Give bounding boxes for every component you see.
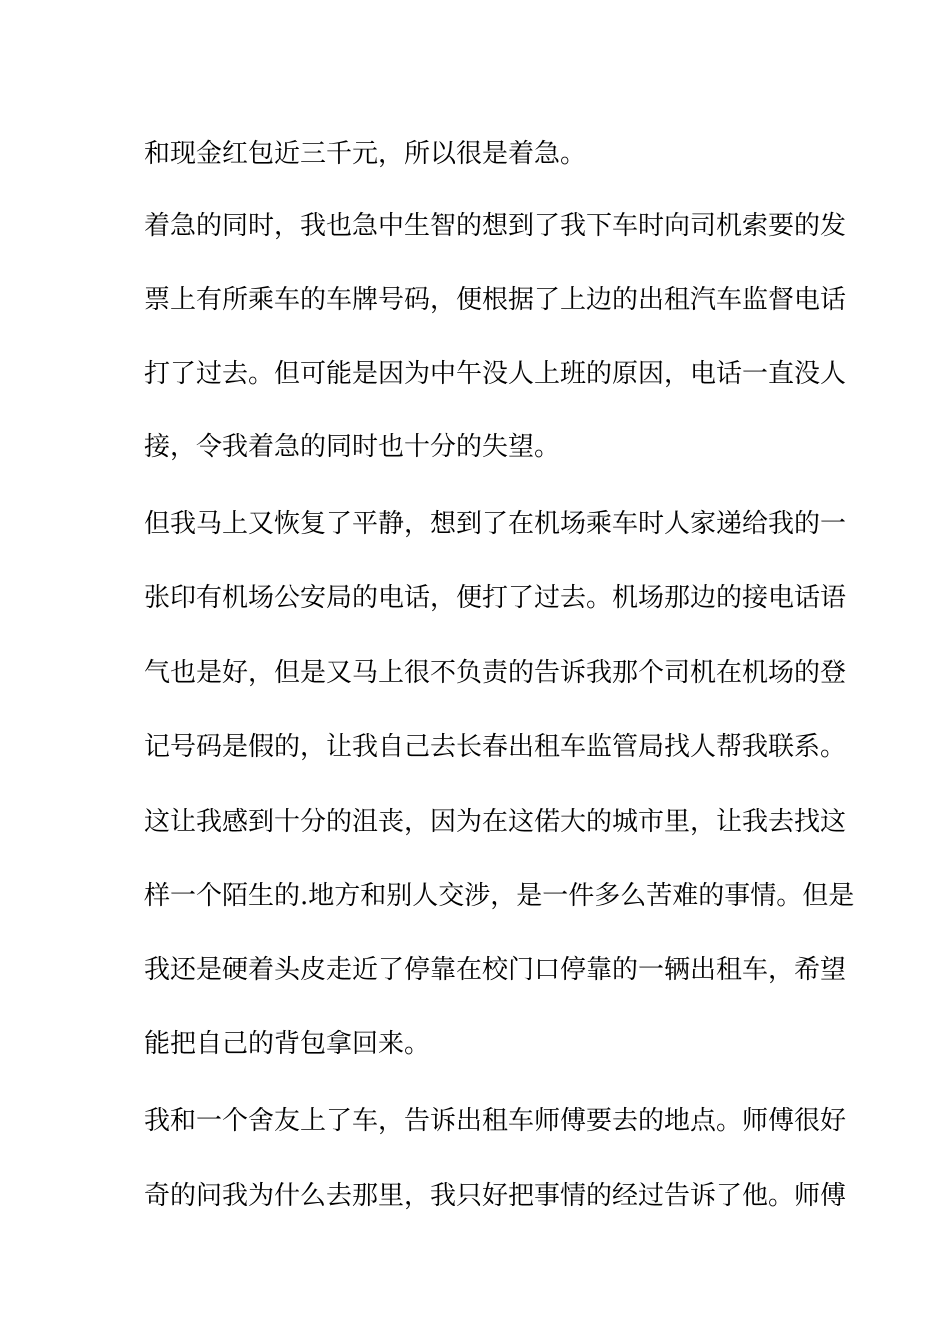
text-line: 样一个陌生的.地方和别人交涉，是一件多么苦难的事情。但是 bbox=[144, 881, 855, 911]
text-line: 张印有机场公安局的电话，便打了过去。机场那边的接电话语 bbox=[144, 583, 847, 613]
text-line: 奇的问我为什么去那里，我只好把事情的经过告诉了他。师傅 bbox=[144, 1181, 847, 1211]
text-line: 但我马上又恢复了平静，想到了在机场乘车时人家递给我的一 bbox=[144, 509, 847, 539]
text-line: 票上有所乘车的车牌号码，便根据了上边的出租汽车监督电话 bbox=[144, 285, 847, 315]
text-line: 我还是硬着头皮走近了停靠在校门口停靠的一辆出租车，希望 bbox=[144, 955, 847, 985]
text-line: 和现金红包近三千元，所以很是着急。 bbox=[144, 139, 587, 169]
text-line: 着急的同时，我也急中生智的想到了我下车时向司机索要的发 bbox=[144, 211, 847, 241]
text-line: 打了过去。但可能是因为中午没人上班的原因，电话一直没人 bbox=[144, 359, 847, 389]
text-line: 气也是好，但是又马上很不负责的告诉我那个司机在机场的登 bbox=[144, 658, 847, 688]
text-line: 记号码是假的，让我自己去长春出租车监管局找人帮我联系。 bbox=[144, 732, 847, 762]
text-line: 我和一个舍友上了车，告诉出租车师傅要去的地点。师傅很好 bbox=[144, 1106, 847, 1136]
text-line: 接，令我着急的同时也十分的失望。 bbox=[144, 432, 561, 462]
text-line: 这让我感到十分的沮丧，因为在这偌大的城市里，让我去找这 bbox=[144, 807, 847, 837]
text-line: 能把自己的背包拿回来。 bbox=[144, 1029, 431, 1059]
